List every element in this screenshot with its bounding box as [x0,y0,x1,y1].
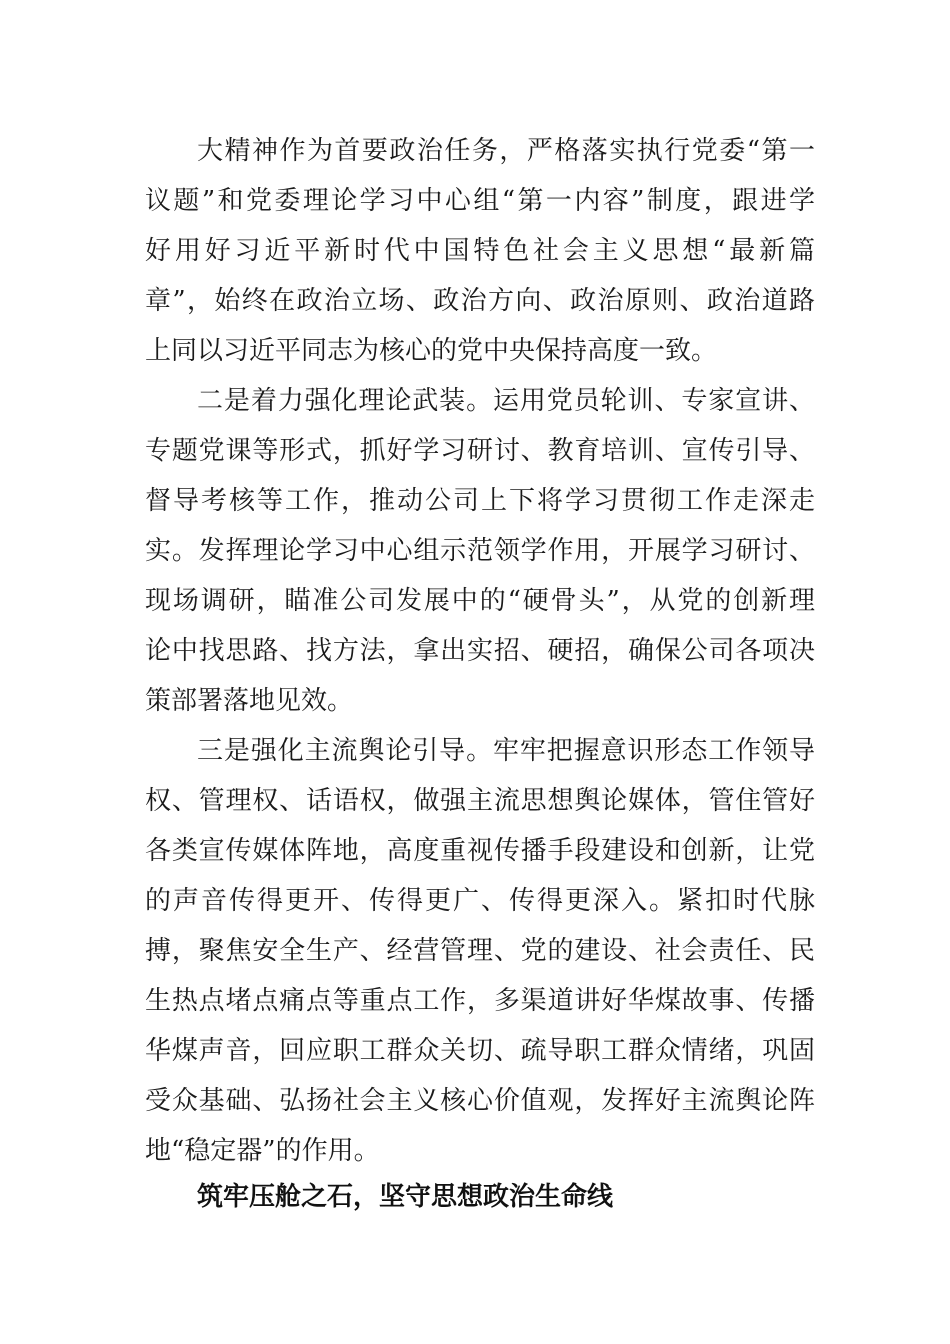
paragraph-line: 权、管理权、话语权，做强主流思想舆论媒体，管住管好 [145,786,815,816]
paragraph-line: 现场调研，瞄准公司发展中的“硬骨头”，从党的创新理 [145,586,815,616]
paragraph-1 [145,126,815,376]
paragraph-line: 督导考核等工作，推动公司上下将学习贯彻工作走深走 [145,486,815,516]
paragraph-line: 华煤声音，回应职工群众关切、疏导职工群众情绪，巩固 [145,1036,815,1066]
paragraph-line: 搏，聚焦安全生产、经营管理、党的建设、社会责任、民 [145,936,815,966]
paragraph-line: 受众基础、弘扬社会主义核心价值观，发挥好主流舆论阵 [145,1086,815,1116]
paragraph-line: 地“稳定器”的作用。 [145,1136,380,1166]
paragraph-line: 各类宣传媒体阵地，高度重视传播手段建设和创新，让党 [145,836,815,866]
paragraph-line: 章”，始终在政治立场、政治方向、政治原则、政治道路 [145,286,815,316]
paragraph-line: 大精神作为首要政治任务，严格落实执行党委“第一 [197,136,815,166]
section-heading: 筑牢压舱之石，坚守思想政治生命线 [197,1182,614,1212]
paragraph-line: 上同以习近平同志为核心的党中央保持高度一致。 [145,336,718,366]
paragraph-line: 生热点堵点痛点等重点工作，多渠道讲好华煤故事、传播 [145,986,815,1016]
paragraph-line: 策部署落地见效。 [145,686,354,716]
paragraph-line: 的声音传得更开、传得更广、传得更深入。紧扣时代脉 [145,886,815,916]
paragraph-line: 议题”和党委理论学习中心组“第一内容”制度，跟进学 [145,186,815,216]
paragraph-line: 三是强化主流舆论引导。牢牢把握意识形态工作领导 [197,736,815,766]
paragraph-line: 二是着力强化理论武装。运用党员轮训、专家宣讲、 [197,386,815,416]
paragraph-line: 专题党课等形式，抓好学习研讨、教育培训、宣传引导、 [145,436,815,466]
body-text [145,126,815,1176]
paragraph-3 [145,726,815,1176]
paragraph-line: 论中找思路、找方法，拿出实招、硬招，确保公司各项决 [145,636,815,666]
paragraph-line: 实。发挥理论学习中心组示范领学作用，开展学习研讨、 [145,536,815,566]
paragraph-2 [145,376,815,726]
paragraph-line: 好用好习近平新时代中国特色社会主义思想“最新篇 [145,236,815,266]
